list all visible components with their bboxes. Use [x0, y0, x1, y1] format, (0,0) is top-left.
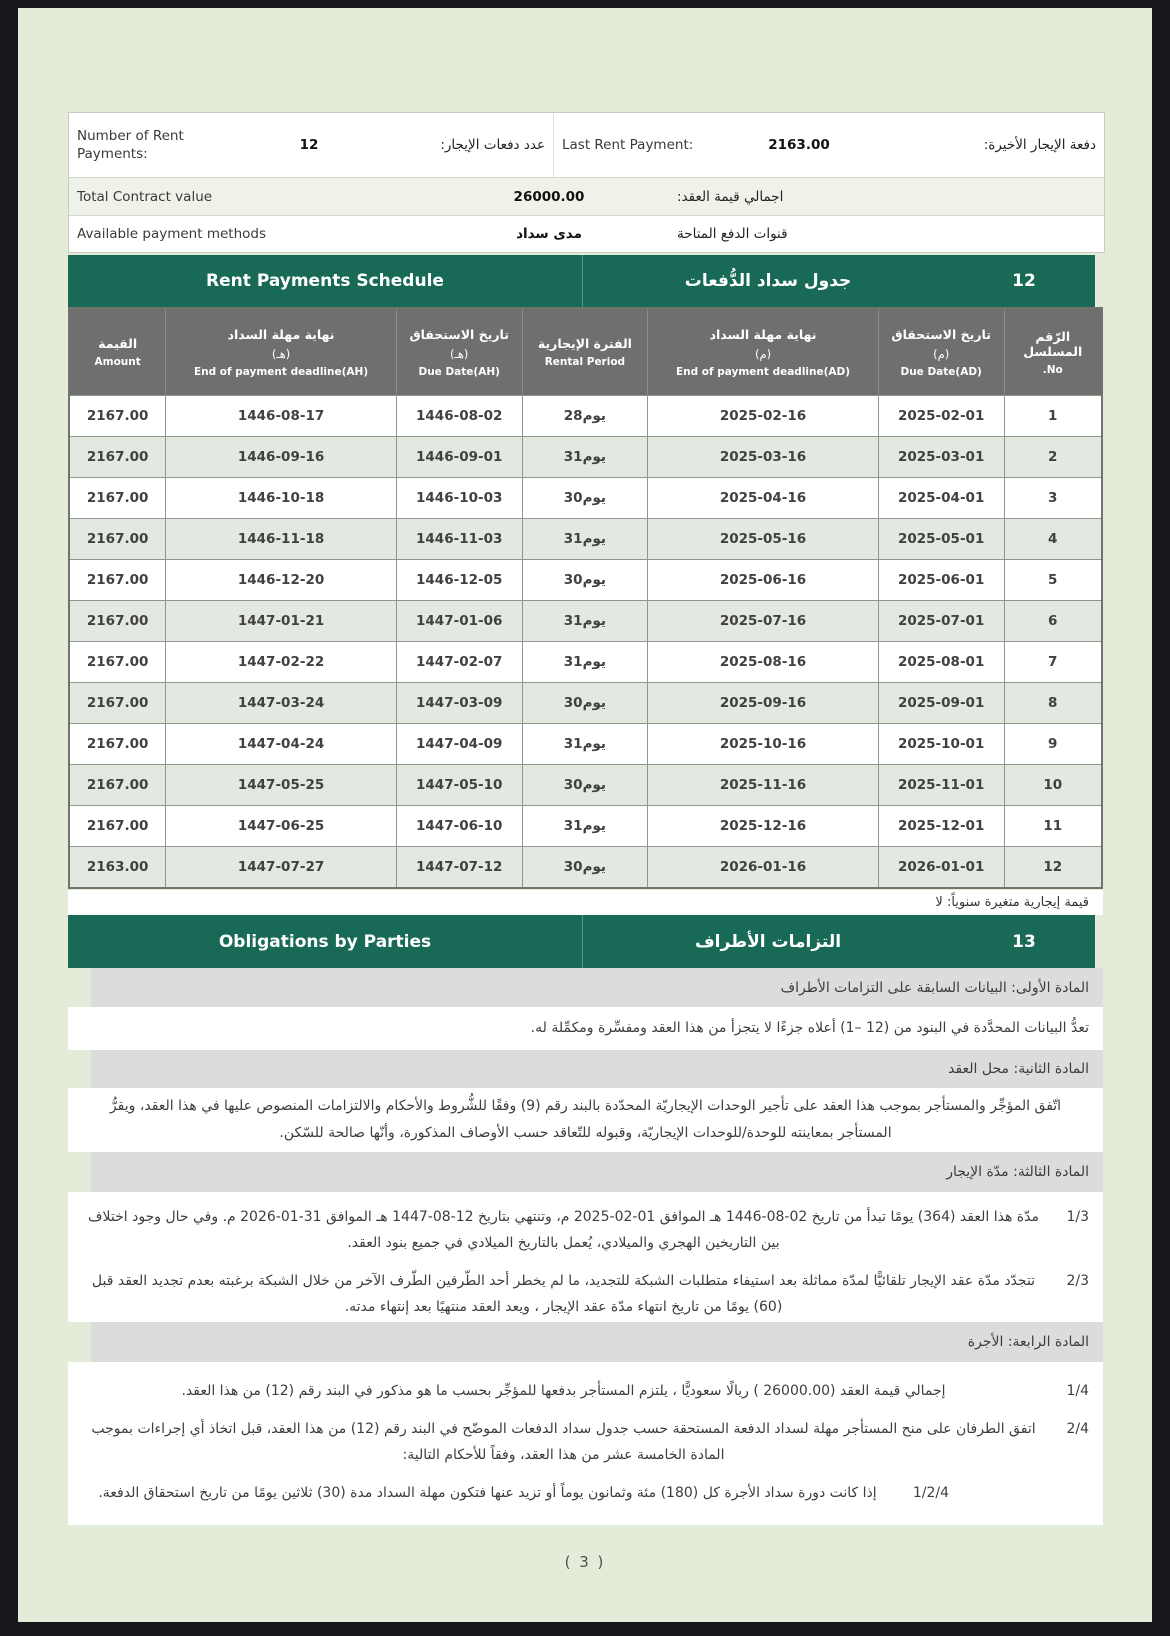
- due-date-ad-cell: 2025-08-01: [878, 642, 1004, 683]
- due-date-ah-cell: 1447-01-06: [396, 601, 522, 642]
- last-rent-payment-label-ar: دفعة الإيجار الأخيرة:: [983, 137, 1096, 153]
- rental-period-cell: 30يوم: [522, 683, 648, 724]
- schedule-row: [69, 724, 1102, 765]
- available-payment-methods-label-ar: قنوات الدفع المتاحة: [677, 226, 788, 242]
- serial-no-cell: 6: [1004, 601, 1102, 642]
- rental-period-column-header: [522, 308, 648, 396]
- serial-no-cell: 1: [1004, 396, 1102, 437]
- due-date-ad-cell: 2025-07-01: [878, 601, 1004, 642]
- due-date-ah-cell: 1446-10-03: [396, 478, 522, 519]
- serial-no-cell: 3: [1004, 478, 1102, 519]
- serial-no-cell: 7: [1004, 642, 1102, 683]
- serial-no-cell: 9: [1004, 724, 1102, 765]
- schedule-row: [69, 437, 1102, 478]
- article-3-items: [68, 1192, 1103, 1322]
- rental-period-cell: 31يوم: [522, 724, 648, 765]
- due-date-ah-cell: 1447-02-07: [396, 642, 522, 683]
- end-deadline-ad-cell: 2025-08-16: [648, 642, 879, 683]
- due-date-ah-cell: 1446-11-03: [396, 519, 522, 560]
- contract-summary-table: [68, 112, 1105, 253]
- rental-period-cell: 31يوم: [522, 642, 648, 683]
- end-deadline-ad-cell: 2025-06-16: [648, 560, 879, 601]
- due-date-ah-cell: 1447-07-12: [396, 847, 522, 889]
- col-ar-label: الرّقم المسلسل: [1023, 328, 1083, 359]
- amount-cell: 2167.00: [69, 765, 166, 806]
- clause-text: إذا كانت دورة سداد الأجرة كل (180) مئة وثمانون يوماً أو تزيد عنها فتكون مهلة السداد مدة (30) ثلاثين يومًا من تاريخ استحقاق الدفعة.: [98, 1485, 877, 1501]
- end-deadline-ad-cell: 2025-03-16: [648, 437, 879, 478]
- end-deadline-ah-cell: 1446-09-16: [166, 437, 397, 478]
- clause-1-4: [82, 1378, 1089, 1404]
- col-sub-label: (هـ): [271, 346, 291, 361]
- amount-cell: 2167.00: [69, 396, 166, 437]
- end-deadline-ad-cell: 2025-09-16: [648, 683, 879, 724]
- last-rent-payment-value: 2163.00: [768, 137, 830, 153]
- schedule-row: [69, 765, 1102, 806]
- schedule-row: [69, 642, 1102, 683]
- end-deadline-ah-cell: 1447-06-25: [166, 806, 397, 847]
- col-ar-label: نهاية مهلة السداد: [709, 326, 817, 342]
- col-en-label: End of payment deadline(AD): [675, 365, 851, 378]
- rental-period-cell: 30يوم: [522, 478, 648, 519]
- rental-period-cell: 31يوم: [522, 806, 648, 847]
- col-ar-label: الفترة الإيجارية: [537, 336, 632, 351]
- serial-no-cell: 12: [1004, 847, 1102, 889]
- due-date-ad-cell: 2025-11-01: [878, 765, 1004, 806]
- clause-number: 2/3: [1066, 1273, 1089, 1289]
- schedule-section-header: [68, 255, 1095, 307]
- amount-cell: 2167.00: [69, 560, 166, 601]
- due-date-ah-cell: 1446-08-02: [396, 396, 522, 437]
- due-date-ad-cell: 2025-03-01: [878, 437, 1004, 478]
- serial-no-column-header: [1004, 308, 1102, 396]
- amount-cell: 2163.00: [69, 847, 166, 889]
- due-date-ad-cell: 2025-12-01: [878, 806, 1004, 847]
- summary-row-payments: [69, 113, 1104, 178]
- summary-row-payment-methods: [69, 216, 1104, 252]
- end-deadline-ah-cell: 1446-08-17: [166, 396, 397, 437]
- schedule-row: [69, 806, 1102, 847]
- end-deadline-ah-cell: 1447-01-21: [166, 601, 397, 642]
- end-deadline-ah-cell: 1447-05-25: [166, 765, 397, 806]
- schedule-row: [69, 396, 1102, 437]
- clause-text: تتجدّد مدّة عقد الإيجار تلقائيًّا لمدّة مماثلة بعد استيفاء متطلبات الشبكة للتجديد، ما لم يخطر أحد الطّرفين الطّرف الآخر من خلال الشبكة برغبته بعدم تجديد العقد قبل (60) يومًا من تاريخ انتهاء مدّة عقد الإيجار ، ويعد العقد منتهيًا بعد إنتهاء مدته.: [91, 1273, 1036, 1315]
- rent-payments-schedule: [68, 307, 1103, 889]
- clause-text: إجمالي قيمة العقد (26000.00 ) ريالًا سعوديًّا ، يلتزم المستأجر بدفعها للمؤجِّر بحسب ما هو مذكور في البند رقم (12) من هذا العقد.: [181, 1383, 946, 1399]
- col-en-label: Rental Period: [544, 356, 626, 368]
- due-date-ah-column-header: [396, 308, 522, 396]
- serial-no-cell: 5: [1004, 560, 1102, 601]
- clause-number: 1/4: [1066, 1383, 1089, 1399]
- schedule-row: [69, 478, 1102, 519]
- end-deadline-ad-cell: 2025-05-16: [648, 519, 879, 560]
- article-4-heading: المادة الرابعة: الأجرة: [91, 1322, 1103, 1362]
- end-deadline-ah-cell: 1446-12-20: [166, 560, 397, 601]
- col-en-label: Amount: [94, 356, 141, 368]
- due-date-ad-cell: 2026-01-01: [878, 847, 1004, 889]
- serial-no-cell: 4: [1004, 519, 1102, 560]
- col-ar-label: نهاية مهلة السداد: [227, 326, 335, 342]
- end-deadline-ad-cell: 2025-07-16: [648, 601, 879, 642]
- rental-period-cell: 30يوم: [522, 560, 648, 601]
- serial-no-cell: 8: [1004, 683, 1102, 724]
- number-of-rent-payments-label-ar: عدد دفعات الإيجار:: [364, 113, 554, 177]
- schedule-header-row: [69, 308, 1102, 396]
- col-en-label: End of payment deadline(AH): [193, 365, 369, 378]
- due-date-ah-cell: 1447-05-10: [396, 765, 522, 806]
- serial-no-cell: 11: [1004, 806, 1102, 847]
- article-2-text: اتّفق المؤجِّر والمستأجر بموجب هذا العقد على تأجير الوحدات الإيجاريّة المحدّدة بالبند رقم (9) وفقًا للشُّروط والأحكام والالتزامات المنصوص عليها في هذا العقد، ويقرُّ المستأجر بمعاينته للوحدة/للوحدات الإيجاريّة، وقبوله للتّعاقد حسب الأوصاف المذكورة، وأنّها صالحة للسّكن.: [68, 1088, 1103, 1152]
- due-date-ah-cell: 1446-09-01: [396, 437, 522, 478]
- clause-text: مدّة هذا العقد (364) يومًا تبدأ من تاريخ 02-08-1446 هـ الموافق 01-02-2025 م، وتنتهي بتاريخ 12-08-1447 هـ الموافق 31-01-2026 م. وفي حال وجود اختلاف بين التاريخين الهجري والميلادي، يُعمل بالتاريخ الميلادي في جميع بنود العقد.: [88, 1209, 1039, 1251]
- variable-rent-footnote: قيمة إيجارية متغيرة سنوياً: لا: [68, 890, 1103, 915]
- due-date-ad-cell: 2025-02-01: [878, 396, 1004, 437]
- end-deadline-ah-cell: 1446-11-18: [166, 519, 397, 560]
- col-en-label: Due Date(AH): [418, 365, 500, 378]
- clause-2-4: [82, 1416, 1089, 1468]
- due-date-ad-cell: 2025-06-01: [878, 560, 1004, 601]
- document-page: [18, 8, 1152, 1622]
- rental-period-cell: 31يوم: [522, 437, 648, 478]
- clause-number: 1/3: [1066, 1209, 1089, 1225]
- article-4-items: [68, 1362, 1103, 1525]
- col-sub-label: (م): [754, 346, 772, 361]
- end-deadline-ah-cell: 1446-10-18: [166, 478, 397, 519]
- due-date-ah-cell: 1447-03-09: [396, 683, 522, 724]
- end-deadline-ah-column-header: [166, 308, 397, 396]
- due-date-ad-cell: 2025-04-01: [878, 478, 1004, 519]
- schedule-row: [69, 683, 1102, 724]
- due-date-ah-cell: 1447-06-10: [396, 806, 522, 847]
- rental-period-cell: 31يوم: [522, 601, 648, 642]
- end-deadline-ad-cell: 2025-12-16: [648, 806, 879, 847]
- available-payment-methods-label: Available payment methods: [77, 226, 266, 242]
- end-deadline-ah-cell: 1447-02-22: [166, 642, 397, 683]
- due-date-ah-cell: 1447-04-09: [396, 724, 522, 765]
- col-en-label: .No: [1042, 363, 1063, 376]
- clause-number: 2/4: [1066, 1421, 1089, 1437]
- schedule-row: [69, 519, 1102, 560]
- clause-2-3: [82, 1268, 1089, 1320]
- rental-period-cell: 30يوم: [522, 847, 648, 889]
- article-1-text: تعدُّ البيانات المحدَّدة في البنود من ‪(1– 12)‬ أعلاه جزءًا لا يتجزأ من هذا العقد ومفسِّرة ومكمِّلة له.: [68, 1007, 1103, 1050]
- summary-row-total-value: [69, 178, 1104, 216]
- schedule-row: [69, 560, 1102, 601]
- page-number: ( 3 ): [564, 1553, 606, 1571]
- amount-cell: 2167.00: [69, 724, 166, 765]
- clause-1-2-4: [82, 1480, 1089, 1506]
- amount-column-header: [69, 308, 166, 396]
- clause-number: 1/2/4: [912, 1485, 949, 1501]
- amount-cell: 2167.00: [69, 642, 166, 683]
- rental-period-cell: 28يوم: [522, 396, 648, 437]
- due-date-ad-column-header: [878, 308, 1004, 396]
- end-deadline-ad-cell: 2025-04-16: [648, 478, 879, 519]
- last-rent-payment-label: Last Rent Payment:: [562, 137, 694, 153]
- section-number-13: 13: [1012, 931, 1036, 952]
- article-2-heading: المادة الثانية: محل العقد: [91, 1050, 1103, 1088]
- col-ar-label: تاريخ الاستحقاق: [409, 326, 509, 342]
- total-contract-value-label-ar: اجمالي قيمة العقد:: [677, 188, 784, 205]
- end-deadline-ah-cell: 1447-04-24: [166, 724, 397, 765]
- due-date-ah-cell: 1446-12-05: [396, 560, 522, 601]
- amount-cell: 2167.00: [69, 806, 166, 847]
- obligations-title-ar: التزامات الأطراف: [582, 915, 953, 968]
- end-deadline-ad-cell: 2025-10-16: [648, 724, 879, 765]
- article-3-heading: المادة الثالثة: مدّة الإيجار: [91, 1152, 1103, 1192]
- rental-period-cell: 30يوم: [522, 765, 648, 806]
- amount-cell: 2167.00: [69, 601, 166, 642]
- obligations-section-header: [68, 915, 1095, 968]
- clause-text: اتفق الطرفان على منح المستأجر مهلة لسداد الدفعة المستحقة حسب جدول سداد الدفعات الموضّح في البند رقم (12) من هذا العقد، قبل اتخاذ أي إجراءات بموجب المادة الخامسة عشر من هذا العقد، وفقاً للأحكام التالية:: [91, 1421, 1036, 1463]
- total-contract-value-label: Total Contract value: [77, 188, 213, 205]
- end-deadline-ad-cell: 2025-11-16: [648, 765, 879, 806]
- schedule-row: [69, 601, 1102, 642]
- col-en-label: Due Date(AD): [900, 365, 982, 378]
- col-ar-label: تاريخ الاستحقاق: [891, 326, 991, 342]
- amount-cell: 2167.00: [69, 519, 166, 560]
- col-ar-label: القيمة: [98, 336, 138, 351]
- serial-no-cell: 10: [1004, 765, 1102, 806]
- section-number-12: 12: [1012, 271, 1036, 291]
- end-deadline-ad-cell: 2025-02-16: [648, 396, 879, 437]
- end-deadline-ah-cell: 1447-03-24: [166, 683, 397, 724]
- col-sub-label: (هـ): [449, 346, 469, 361]
- amount-cell: 2167.00: [69, 437, 166, 478]
- article-1-heading: المادة الأولى: البيانات السابقة على التزامات الأطراف: [91, 968, 1103, 1007]
- schedule-title-ar: جدول سداد الدُّفعات: [582, 255, 953, 307]
- clause-1-3: [82, 1204, 1089, 1256]
- end-deadline-ad-column-header: [648, 308, 879, 396]
- obligations-title-en: Obligations by Parties: [218, 931, 432, 952]
- amount-cell: 2167.00: [69, 478, 166, 519]
- total-contract-value: 26000.00: [513, 188, 585, 205]
- end-deadline-ah-cell: 1447-07-27: [166, 847, 397, 889]
- amount-cell: 2167.00: [69, 683, 166, 724]
- due-date-ad-cell: 2025-09-01: [878, 683, 1004, 724]
- available-payment-methods-value: مدى سداد: [516, 226, 582, 242]
- end-deadline-ad-cell: 2026-01-16: [648, 847, 879, 889]
- due-date-ad-cell: 2025-05-01: [878, 519, 1004, 560]
- rental-period-cell: 31يوم: [522, 519, 648, 560]
- schedule-title-en: Rent Payments Schedule: [206, 271, 444, 291]
- col-sub-label: (م): [933, 346, 950, 361]
- schedule-table: [68, 307, 1103, 889]
- due-date-ad-cell: 2025-10-01: [878, 724, 1004, 765]
- number-of-rent-payments-value: 12: [299, 137, 319, 153]
- number-of-rent-payments-label: Number of Rent Payments:: [77, 128, 184, 162]
- schedule-row: [69, 847, 1102, 889]
- serial-no-cell: 2: [1004, 437, 1102, 478]
